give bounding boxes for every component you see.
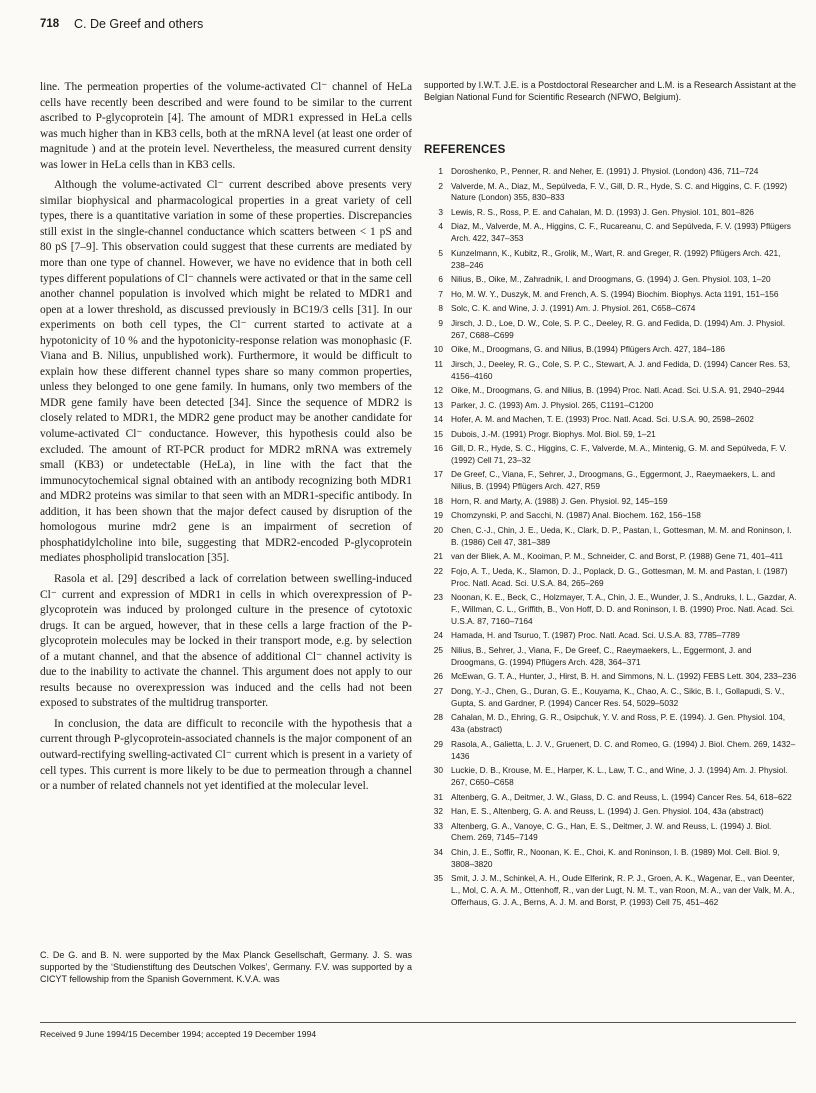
reference-item xyxy=(424,181,798,205)
reference-text: Chin, J. E., Soffir, R., Noonan, K. E., Choi, K. and Roninson, I. B. (1989) Mol. Cell. Biol. 9, 3808–3820 xyxy=(451,846,780,869)
reference-text: Dong, Y.-J., Chen, G., Duran, G. E., Kouyama, K., Chao, A. C., Sikic, B. I., Gollapudi, S. V., Gupta, S. and Gardner, P. (1994) Cancer Res. 54, 5029–5032 xyxy=(451,685,785,708)
reference-item xyxy=(424,712,798,736)
reference-number: 4 xyxy=(438,221,443,232)
reference-number: 12 xyxy=(433,385,443,396)
reference-text: Hofer, A. M. and Machen, T. E. (1993) Proc. Natl. Acad. Sci. U.S.A. 90, 2598–2602 xyxy=(451,414,754,425)
reference-text: Luckie, D. B., Krouse, M. E., Harper, K. L., Law, T. C., and Wine, J. J. (1994) Am. J. Physiol. 267, C650–C658 xyxy=(451,765,788,787)
reference-item xyxy=(424,510,798,522)
reference-item xyxy=(424,166,798,178)
reference-number: 17 xyxy=(433,469,443,480)
reference-number: 1 xyxy=(438,166,443,176)
reference-item xyxy=(424,469,798,493)
reference-item xyxy=(424,873,798,909)
reference-item xyxy=(424,806,798,818)
reference-text: Diaz, M., Valverde, M. A., Higgins, C. F., Rucareanu, C. and Sepúlveda, F. V. (1993) Pflügers Arch. 422, 347–353 xyxy=(451,221,791,244)
reference-number: 21 xyxy=(433,551,443,562)
acknowledgement-right: supported by I.W.T. J.E. is a Postdoctoral Researcher and L.M. is a Research Assistant at the Belgian National Fund for Scientific Research (NFWO, Belgium). xyxy=(424,80,796,103)
reference-text: Nilius, B., Sehrer, J., Viana, F., De Greef, C., Raeymaekers, L., Eggermont, J. and Droogmans, G. (1994) Pflügers Arch. 428, 364–371 xyxy=(451,644,752,667)
reference-item xyxy=(424,289,798,301)
reference-item xyxy=(424,443,798,467)
reference-number: 3 xyxy=(438,206,443,217)
reference-item xyxy=(424,765,798,789)
reference-number: 7 xyxy=(438,288,443,299)
reference-text: Cahalan, M. D., Ehring, G. R., Osipchuk, Y. V. and Ross, P. E. (1994). J. Gen. Physiol. 104, 43a (abstract) xyxy=(451,712,786,735)
reference-number: 19 xyxy=(433,510,443,521)
body-paragraph: In conclusion, the data are difficult to reconcile with the hypothesis that a current through P-glycoprotein-associated channels is the major component of an outward-rectifying swelling-activated Cl⁻ current which is present in a variety of cell types. This current is more likely to be due to permeation through a channel or a number of related channels not yet identified at the molecular level. xyxy=(40,717,412,793)
reference-text: Nilius, B., Oike, M., Zahradnik, I. and Droogmans, G. (1994) J. Gen. Physiol. 103, 1–20 xyxy=(451,274,771,285)
reference-number: 9 xyxy=(438,317,443,328)
reference-item xyxy=(424,847,798,871)
reference-item xyxy=(424,566,798,590)
reference-item xyxy=(424,686,798,710)
reference-number: 22 xyxy=(433,565,443,576)
reference-item xyxy=(424,248,798,272)
reference-number: 11 xyxy=(434,358,443,369)
reference-text: Gill, D. R., Hyde, S. C., Higgins, C. F., Valverde, M. A., Mintenig, G. M. and Sepúlveda, F. V. (1992) Cell 71, 23–32 xyxy=(451,443,787,465)
reference-number: 25 xyxy=(433,644,443,655)
reference-number: 14 xyxy=(433,414,443,425)
reference-number: 10 xyxy=(433,344,443,355)
reference-text: Rasola, A., Galietta, L. J. V., Gruenert, D. C. and Romeo, G. (1994) J. Biol. Chem. 269, 1432–1436 xyxy=(451,738,796,761)
reference-number: 2 xyxy=(438,180,443,191)
page-number: 718 xyxy=(40,18,60,30)
reference-number: 32 xyxy=(433,806,443,816)
reference-number: 8 xyxy=(438,303,443,314)
reference-number: 35 xyxy=(433,873,443,884)
reference-text: Oike, M., Droogmans, G. and Nilius, B. (1994) Proc. Natl. Acad. Sci. U.S.A. 91, 2940–2944 xyxy=(451,385,785,396)
reference-number: 28 xyxy=(433,712,443,723)
reference-text: Han, E. S., Altenberg, G. A. and Reuss, L. (1994) J. Gen. Physiol. 104, 43a (abstract) xyxy=(451,806,764,816)
reference-number: 29 xyxy=(433,738,443,749)
reference-number: 16 xyxy=(433,443,443,454)
reference-number: 13 xyxy=(433,399,443,410)
reference-number: 33 xyxy=(433,820,443,831)
acknowledgement-left: C. De G. and B. N. were supported by the Max Planck Gesellschaft, Germany. J. S. was supported by the ‘Studienstiftung des Deutschen Volkes’, Germany. F.V. was supported by a CICYT fellowship from the Spanish Government. K.V.A. was xyxy=(40,950,412,985)
reference-text: Jirsch, J., Deeley, R. G., Cole, S. P. C., Stewart, A. J. and Fedida, D. (1994) Cancer Res. 53, 4156–4160 xyxy=(451,358,791,381)
reference-item xyxy=(424,821,798,845)
reference-number: 26 xyxy=(433,671,443,682)
reference-number: 23 xyxy=(433,592,443,603)
reference-text: Solc, C. K. and Wine, J. J. (1991) Am. J. Physiol. 261, C658–C674 xyxy=(451,303,696,314)
reference-item xyxy=(424,739,798,763)
footer-rule xyxy=(40,1022,796,1023)
references-heading: REFERENCES xyxy=(424,144,506,156)
reference-item xyxy=(424,221,798,245)
reference-number: 30 xyxy=(433,765,443,776)
reference-item xyxy=(424,274,798,286)
reference-item xyxy=(424,551,798,563)
reference-text: De Greef, C., Viana, F., Sehrer, J., Droogmans, G., Eggermont, J., Raeymaekers, L. and Nilius, B. (1994) Pflügers Arch. 427, R59 xyxy=(451,469,776,492)
reference-number: 18 xyxy=(433,495,443,506)
reference-text: Horn, R. and Marty, A. (1988) J. Gen. Physiol. 92, 145–159 xyxy=(451,495,668,506)
reference-number: 20 xyxy=(433,524,443,535)
reference-item xyxy=(424,359,798,383)
reference-number: 34 xyxy=(433,846,443,857)
reference-text: Fojo, A. T., Ueda, K., Slamon, D. J., Poplack, D. G., Gottesman, M. M. and Pastan, I. (1987) Proc. Natl. Acad. Sci. U.S.A. 84, 265–269 xyxy=(451,565,788,588)
reference-text: Valverde, M. A., Diaz, M., Sepúlveda, F. V., Gill, D. R., Hyde, S. C. and Higgins, C. F. (1992) Nature (London) 355, 830–833 xyxy=(451,180,788,203)
references-list xyxy=(424,166,798,912)
reference-item xyxy=(424,645,798,669)
reference-item xyxy=(424,592,798,628)
body-paragraph: line. The permeation properties of the volume-activated Cl⁻ channel of HeLa cells have recently been described and were found to be similar to the current ascribed to P-glycoprotein [4]. The amount of MDR1 expressed in HeLa cells was much higher than in KB3 cells, both at the mRNA level (at least one order of magnitude ) and at the protein level. Nevertheless, the measured current density was lower in HeLa cells than in KB3 cells. xyxy=(40,81,412,171)
reference-text: McEwan, G. T. A., Hunter, J., Hirst, B. H. and Simmons, N. L. (1992) FEBS Lett. 304, 233–236 xyxy=(451,671,797,682)
reference-item xyxy=(424,207,798,219)
reference-number: 24 xyxy=(433,630,443,641)
reference-text: Dubois, J.-M. (1991) Progr. Biophys. Mol. Biol. 59, 1–21 xyxy=(451,428,656,439)
reference-item xyxy=(424,630,798,642)
reference-item xyxy=(424,344,798,356)
reference-item xyxy=(424,671,798,683)
reference-item xyxy=(424,385,798,397)
reference-text: Hamada, H. and Tsuruo, T. (1987) Proc. Natl. Acad. Sci. U.S.A. 83, 7785–7789 xyxy=(451,630,740,641)
reference-item xyxy=(424,400,798,412)
reference-text: van der Bliek, A. M., Kooiman, P. M., Schneider, C. and Borst, P. (1988) Gene 71, 401–411 xyxy=(451,551,784,562)
reference-number: 31 xyxy=(433,791,443,802)
reference-text: Parker, J. C. (1993) Am. J. Physiol. 265, C1191–C1200 xyxy=(451,399,654,410)
reference-item xyxy=(424,303,798,315)
reference-text: Chen, C.-J., Chin, J. E., Ueda, K., Clark, D. P., Pastan, I., Gottesman, M. M. and Roninson, I. B. (1986) Cell 47, 381–389 xyxy=(451,524,792,547)
reference-item xyxy=(424,429,798,441)
reference-text: Altenberg, G. A., Deitmer, J. W., Glass, D. C. and Reuss, L. (1994) Cancer Res. 54, 618–622 xyxy=(451,791,792,802)
body-column-left xyxy=(40,80,412,795)
reference-text: Jirsch, J. D., Loe, D. W., Cole, S. P. C., Deeley, R. G. and Fedida, D. (1994) Am. J. Physiol. 267, C688–C699 xyxy=(451,317,785,340)
reference-text: Lewis, R. S., Ross, P. E. and Cahalan, M. D. (1993) J. Gen. Physiol. 101, 801–826 xyxy=(451,206,754,217)
reference-item xyxy=(424,792,798,804)
body-paragraph: Rasola et al. [29] described a lack of correlation between swelling-induced Cl⁻ current and expression of MDR1 in cells in which overexpression of P-glycoprotein was induced by prolonged culture in the presence of cytotoxic drugs. It can be argued, however, that in these cells a large fraction of the P-glycoprotein molecules may be locked in their transport mode, e.g. by selection of a mutant channel, and that the absence of additional Cl⁻ channel activity is due to the inability to activate the channel. This argument does not apply to our results because no overexpression was induced and the cells had not been exposed to substrates of the multidrug transporter. xyxy=(40,572,412,710)
reference-text: Ho, M. W. Y., Duszyk, M. and French, A. S. (1994) Biochim. Biophys. Acta 1191, 151–156 xyxy=(451,288,779,299)
reference-text: Kunzelmann, K., Kubitz, R., Grolik, M., Wart, R. and Greger, R. (1992) Pflügers Arch. 421, 238–246 xyxy=(451,247,781,270)
reference-number: 15 xyxy=(433,428,443,439)
reference-item xyxy=(424,318,798,342)
reference-item xyxy=(424,496,798,508)
reference-text: Chomzynski, P. and Sacchi, N. (1987) Anal. Biochem. 162, 156–158 xyxy=(451,510,701,521)
reference-text: Oike, M., Droogmans, G. and Nilius, B.(1994) Pflügers Arch. 427, 184–186 xyxy=(451,344,725,355)
reference-text: Noonan, K. E., Beck, C., Holzmayer, T. A., Chin, J. E., Wunder, J. S., Andruks, I. L., Gazdar, A. F., Willman, C. L., Griffith, B., Von Hoff, D. D. and Roninson, I. B. (1990) Proc. Natl. Acad. Sci. U.S.A. 87, 7160–7164 xyxy=(451,592,797,626)
received-date: Received 9 June 1994/15 December 1994; accepted 19 December 1994 xyxy=(40,1029,317,1039)
reference-item xyxy=(424,414,798,426)
reference-text: Altenberg, G. A., Vanoye, C. G., Han, E. S., Deitmer, J. W. and Reuss, L. (1994) J. Biol. Chem. 269, 7145–7149 xyxy=(451,820,772,843)
running-head: C. De Greef and others xyxy=(74,17,204,31)
reference-text: Doroshenko, P., Penner, R. and Neher, E. (1991) J. Physiol. (London) 436, 711–724 xyxy=(451,166,759,176)
reference-number: 27 xyxy=(433,685,443,696)
reference-item xyxy=(424,525,798,549)
reference-text: Smit, J. J. M., Schinkel, A. H., Oude Elferink, R. P. J., Groen, A. K., Wagenar, E., van Deenter, L., Mol, C. A. A. M., Ottenhoff, R., van der Lugt, N. M. T., van Roon, M. A., van der Valk, M. A., Offerhaus, G. J. A., Berns, A. J. M. and Borst, P. (1993) Cell 75, 451–462 xyxy=(451,873,795,908)
body-paragraph: Although the volume-activated Cl⁻ current described above presents very similar biophysical and pharmacological properties in a great variety of cell types, there is a quantitative variation in some of these properties. Discrepancies still exist in the single-channel conductance which scatters between < 1 pS and 80 pS [7–9]. This observation could suggest that these currents are mediated by more than one type of channel. However, we have no evidence that in both cell types different populations of Cl⁻ channels were activated or that in the same cell another channel population is involved which might be related to MDR1 and open at a lower threshold, as discussed previously in BC19/3 cells [31]. In our experiments on both cell types, the Cl⁻ current started to activate at a hypotonicity of 10 % and the hypotonicity-response relation was monophasic (F. Viana and B. Nilius, unpublished work). Furthermore, it would be difficult to explain how these different channel types share so many common properties, unless they belonged to one gene family. In humans, only two members of the MDR gene family have been detected [34]. Since the sequence of MDR2 is closely related to MDR1, the MDR2 gene product may be another candidate for volume-activated Cl⁻ conductance. However, this hypothesis could also be excluded. The amount of RT-PCR product for MDR2 mRNA was extremely small (KB3) or undetectable (HeLa), in line with the fact that the immunocytochemical signal obtained with an antibody recognizing both MDR1 and MDR2 proteins was similar to that seen with an MDR1-specific antibody. In addition, it has been shown that the major defect caused by disruption of the homologous murine mdr2 gene is an impairment of secretion of phosphatidylcholine into bile, suggesting that MDR2-encoded P-glycoprotein mediates phospholipid translocation [35]. xyxy=(40,179,412,565)
reference-number: 6 xyxy=(438,274,443,285)
reference-number: 5 xyxy=(438,247,443,258)
